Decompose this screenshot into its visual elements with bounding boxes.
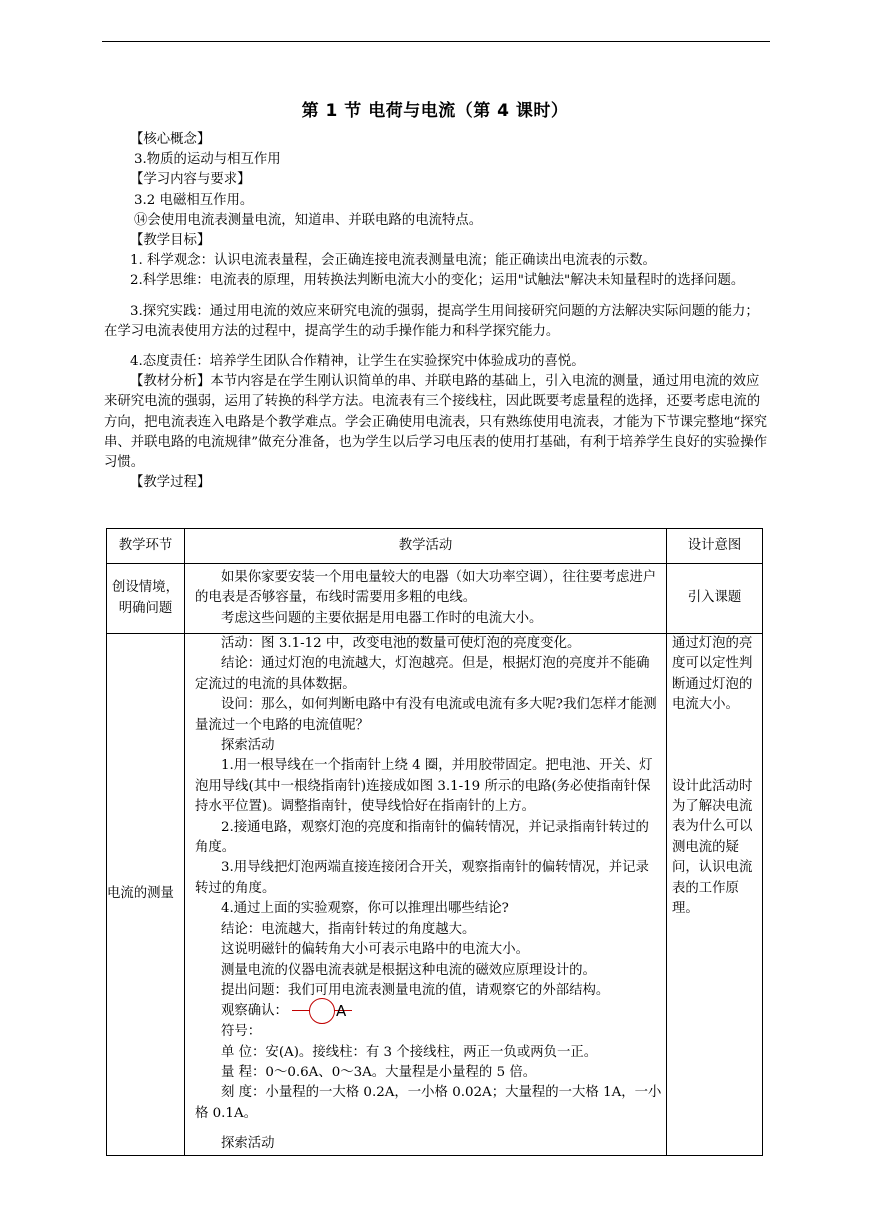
activity-cell bbox=[185, 564, 667, 634]
intent-text: 通过灯泡的亮度可以定性判断通过灯泡的电流大小。 bbox=[672, 636, 753, 713]
intent-cell bbox=[667, 634, 763, 1156]
stage-cell: 创设情境，明确问题 bbox=[107, 564, 185, 634]
activity-text: 4.通过上面的实验观察，你可以推理出哪些结论? bbox=[221, 901, 509, 917]
activity-text: 探索活动 bbox=[221, 738, 275, 754]
observe-label: 观察确认： bbox=[221, 1003, 288, 1019]
page-title: 第 1 节 电荷与电流（第 4 课时） bbox=[301, 101, 569, 121]
activity-text: 探索活动 bbox=[221, 1136, 275, 1152]
intent-text: 设计此活动时为了解决电流表为什么可以测电流的疑问，认识电流表的工作原理。 bbox=[672, 778, 753, 917]
goal-item: 1. 科学观念：认识电流表量程，会正确连接电流表测量电流；能正确读出电流表的示数。 bbox=[130, 253, 656, 269]
activity-text: 1.用一根导线在一个指南针上绕 4 圈，并用胶带固定。把电池、开关、灯泡用导线(其中一根绕指南针)连接成如图 3.1-19 所示的电路(务必使指南针保持水平位置)。调整指南针，使导线恰好在指南针的上方。 bbox=[195, 758, 653, 815]
goals-heading: 【教学目标】 bbox=[130, 233, 211, 249]
ammeter-symbol-icon bbox=[292, 1001, 352, 1021]
activity-text: 符号： bbox=[221, 1024, 262, 1040]
activity-text: 结论：电流越大，指南针转过的角度越大。 bbox=[221, 921, 476, 937]
activity-text: 设问：那么，如何判断电路中有没有电流或电流有多大呢?我们怎样才能测量流过一个电路的电流值呢？ bbox=[195, 697, 657, 733]
column-header: 设计意图 bbox=[667, 529, 763, 564]
lesson-process-table bbox=[106, 528, 763, 1156]
table-header-row bbox=[107, 529, 763, 564]
goal-item: 3.探究实践：通过用电流的效应来研究电流的强弱，提高学生用间接研究问题的方法解决实际问题的能力；在学习电流表使用方法的过程中，提高学生的动手操作能力和科学探究能力。 bbox=[104, 303, 759, 339]
core-concept-text: 3.物质的运动与相互作用 bbox=[134, 152, 281, 168]
activity-text: 考虑这些问题的主要依据是用电器工作时的电流大小。 bbox=[221, 610, 543, 626]
requirement-item: 3.2 电磁相互作用。 bbox=[134, 192, 254, 208]
table-row bbox=[107, 564, 763, 634]
requirement-item: ⑭会使用电流表测量电流，知道串、并联电路的电流特点。 bbox=[134, 212, 483, 228]
activity-text: 2.接通电路，观察灯泡的亮度和指南针的偏转情况，并记录指南针转过的角度。 bbox=[195, 819, 649, 856]
activity-text: 单 位：安(A)。接线柱：有 3 个接线柱，两正一负或两负一正。 bbox=[221, 1044, 598, 1060]
stage-cell: 电流的测量 bbox=[107, 634, 185, 1156]
column-header: 教学活动 bbox=[185, 529, 667, 564]
goal-item: 4.态度责任：培养学生团队合作精神，让学生在实验探究中体验成功的喜悦。 bbox=[130, 354, 585, 370]
goal-item: 2.科学思维：电流表的原理，用转换法判断电流大小的变化；运用"试触法"解决未知量程时的选择问题。 bbox=[130, 273, 745, 289]
activity-text: 3.用导线把灯泡两端直接连接闭合开关，观察指南针的偏转情况，并记录转过的角度。 bbox=[195, 860, 649, 896]
observe-line bbox=[195, 1001, 662, 1022]
column-header: 教学环节 bbox=[107, 529, 185, 564]
ammeter-symbol-letter: A bbox=[309, 998, 335, 1024]
core-concept-heading: 【核心概念】 bbox=[130, 132, 211, 147]
activity-text: 活动：图 3.1-12 中，改变电池的数量可使灯泡的亮度变化。 bbox=[221, 636, 581, 651]
activity-text: 结论：通过灯泡的电流越大，灯泡越亮。但是，根据灯泡的亮度并不能确定流过的电流的具体数据。 bbox=[195, 656, 650, 692]
activity-text: 这说明磁针的偏转角大小可表示电路中的电流大小。 bbox=[221, 942, 529, 958]
activity-text: 刻 度：小量程的一大格 0.2A，一小格 0.02A；大量程的一大格 1A，一小格 0.1A。 bbox=[195, 1085, 662, 1121]
intro-section bbox=[104, 130, 768, 493]
activity-text: 如果你家要安装一个用电量较大的电器（如大功率空调），往往要考虑进户的电表是否够容量，布线时需要用多粗的电线。 bbox=[195, 569, 657, 606]
material-analysis: 【教材分析】本节内容是在学生刚认识简单的串、并联电路的基础上，引入电流的测量，通过用电流的效应来研究电流的强弱，运用了转换的科学方法。电流表有三个接线柱，因此既要考虑量程的选择，还要考虑电流的方向，把电流表连入电路是个教学难点。学会正确使用电流表，只有熟练使用电流表，才能为下节课完整地“探究串、并联电路的电流规律”做充分准备，也为学生以后学习电压表的使用打基础，有利于培养学生良好的实验操作习惯。 bbox=[104, 374, 767, 471]
requirements-heading: 【学习内容与要求】 bbox=[130, 172, 251, 188]
process-heading: 【教学过程】 bbox=[130, 475, 211, 491]
activity-text: 量 程：0～0.6A、0～3A。大量程是小量程的 5 倍。 bbox=[221, 1065, 537, 1081]
header-rule bbox=[102, 41, 770, 42]
activity-cell bbox=[185, 634, 667, 1156]
intent-cell: 引入课题 bbox=[667, 564, 763, 634]
activity-text: 测量电流的仪器电流表就是根据这种电流的磁效应原理设计的。 bbox=[221, 962, 596, 978]
activity-text: 提出问题：我们可用电流表测量电流的值，请观察它的外部结构。 bbox=[221, 982, 610, 998]
table-row bbox=[107, 634, 763, 1156]
